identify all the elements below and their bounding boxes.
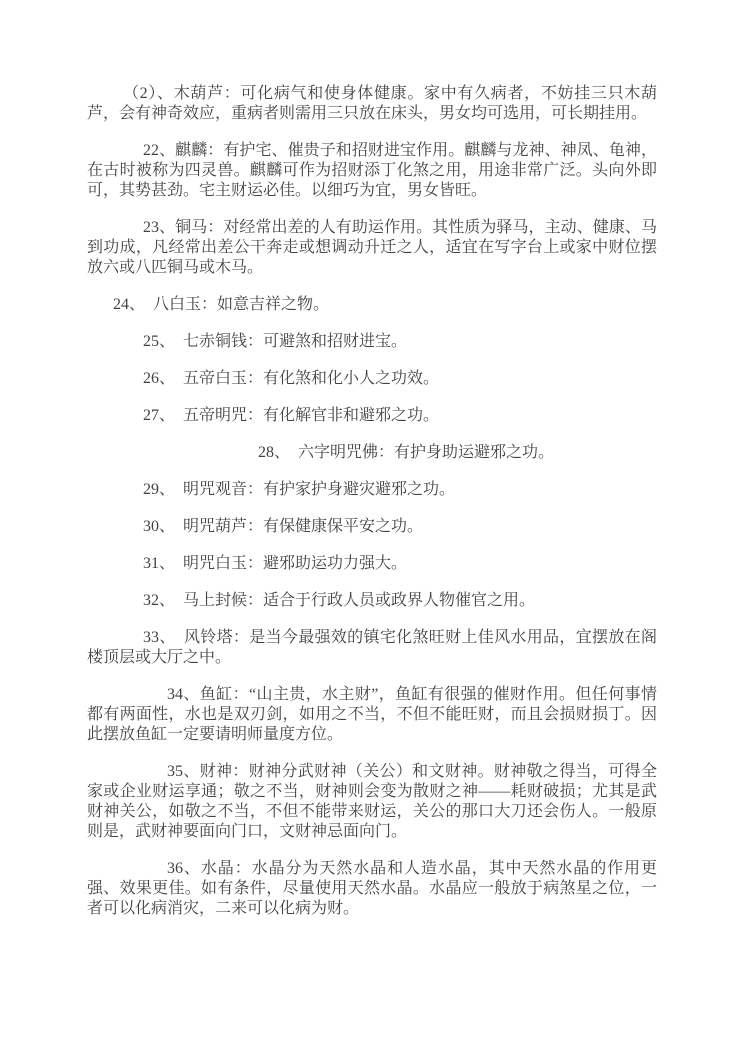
list-item-34-fish-tank: 34、鱼缸：“山主贵，水主财”，鱼缸有很强的催财作用。但任何事情都有两面性，水也是双刃剑，如用之不当，不但不能旺财，而且会损财损丁。因此摆放鱼缸一定要请明师量度方位。	[87, 686, 657, 743]
list-item-31-mantra-white-jade: 31、 明咒白玉：避邪助运功力强大。	[143, 555, 408, 572]
list-item-2-wood-gourd: （2）、木葫芦：可化病气和使身体健康。家中有久病者，不妨挂三只木葫芦，会有神奇效应，重病者则需用三只放在床头，男女均可选用，可长期挂用。	[87, 85, 657, 122]
list-item-33-wind-chime-tower: 33、 风铃塔：是当今最强效的镇宅化煞旺财上佳风水用品，宜摆放在阁楼顶层或大厅之中。	[87, 629, 657, 666]
list-item-30-mantra-gourd: 30、 明咒葫芦：有保健康保平安之功。	[143, 518, 424, 535]
list-item-25-copper-coins: 25、 七赤铜钱：可避煞和招财进宝。	[143, 333, 408, 350]
list-item-32-mashang-fenghou: 32、 马上封候：适合于行政人员或政界人物催官之用。	[143, 592, 536, 609]
list-item-22-qilin: 22、麒麟：有护宅、催贵子和招财进宝作用。麒麟与龙神、神凤、龟神，在古时被称为四灵兽。麒麟可作为招财添丁化煞之用，用途非常广泛。头向外即可，其势甚劲。宅主财运必佳。以细巧为宜，男女皆旺。	[87, 142, 657, 199]
list-item-35-wealth-god: 35、财神：财神分武财神（关公）和文财神。财神敬之得当，可得全家或企业财运享通；敬之不当，财神则会变为散财之神——耗财破损；尤其是武财神关公，如敬之不当，不但不能带来财运，关公的那口大刀还会伤人。一般原则是，武财神要面向门口，文财神忌面向门。	[87, 763, 657, 840]
list-item-26-five-emperor-jade: 26、 五帝白玉：有化煞和化小人之功效。	[143, 370, 440, 387]
list-item-29-mantra-guanyin: 29、 明咒观音：有护家护身避灾避邪之功。	[143, 481, 456, 498]
list-item-27-five-emperor-mantra: 27、 五帝明咒：有化解官非和避邪之功。	[143, 407, 440, 424]
list-item-36-crystal: 36、水晶：水晶分为天然水晶和人造水晶，其中天然水晶的作用更强、效果更佳。如有条件，尽量使用天然水晶。水晶应一般放于病煞星之位，一者可以化病消灾，二来可以化病为财。	[87, 860, 657, 917]
list-item-23-bronze-horse: 23、铜马：对经常出差的人有助运作用。其性质为驿马，主动、健康、马到功成，凡经常出差公干奔走或想调动升迁之人，适宜在写字台上或家中财位摆放六或八匹铜马或木马。	[87, 219, 657, 276]
list-item-24-eight-white-jade: 24、 八白玉：如意吉祥之物。	[113, 296, 330, 313]
list-item-28-six-word-mantra: 28、 六字明咒佛：有护身助运避邪之功。	[258, 444, 555, 461]
